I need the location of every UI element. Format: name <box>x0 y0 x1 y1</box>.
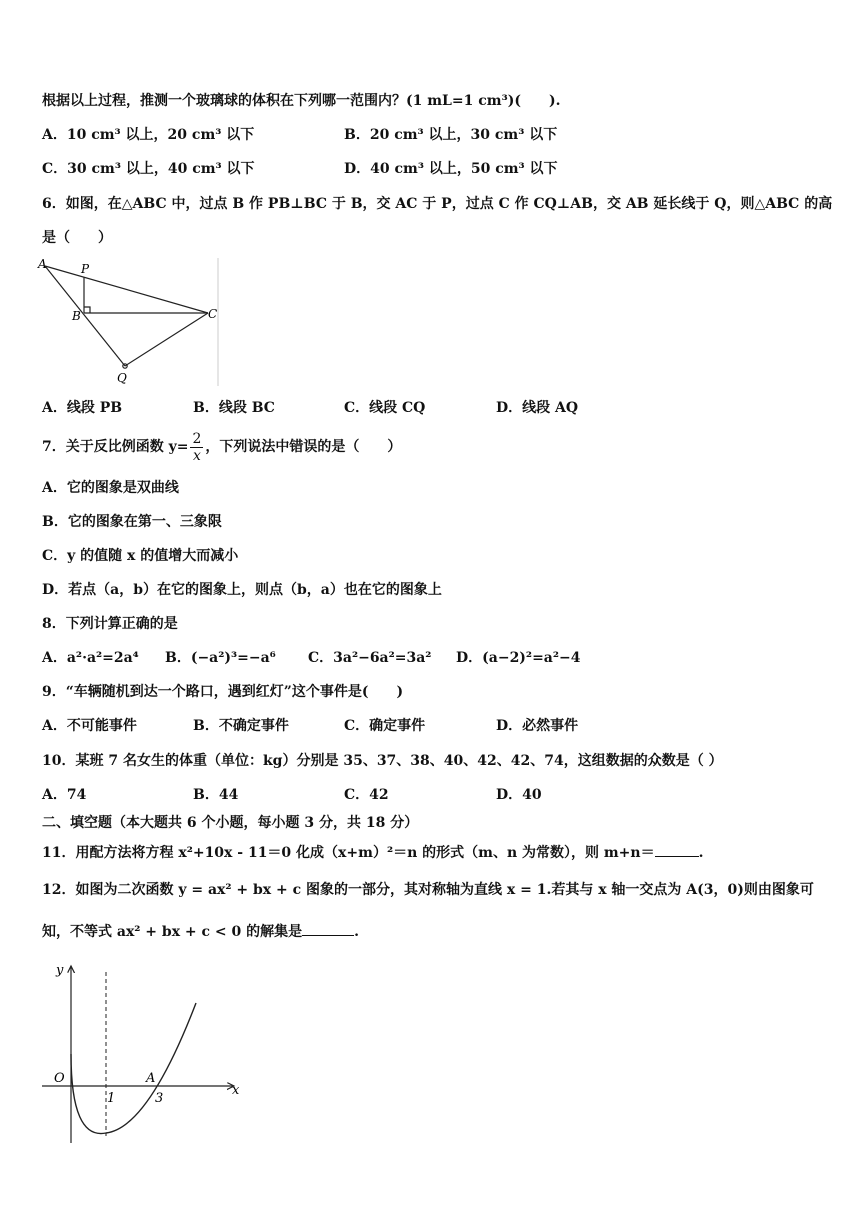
q10-option-d: D．40 <box>496 787 542 803</box>
q7-option-d: D．若点（a，b）在它的图象上，则点（b，a）也在它的图象上 <box>42 582 442 598</box>
label-c: C <box>208 307 218 321</box>
q7-option-a: A．它的图象是双曲线 <box>42 480 179 496</box>
q7-stem <box>42 428 401 466</box>
q6-stem-line2: 是（ ） <box>42 230 112 246</box>
segment-aq <box>45 266 125 366</box>
q12-stem-line1: 12．如图为二次函数 y = ax² + bx + c 图象的一部分，其对称轴为直线 x = 1.若其与 x 轴一交点为 A(3，0)则由图象可 <box>42 882 814 898</box>
q12-stem-end: . <box>354 924 360 940</box>
q6-triangle-figure <box>36 258 222 386</box>
parabola-curve <box>71 1003 196 1134</box>
tick-label-1: 1 <box>107 1091 116 1106</box>
q12-parabola-figure <box>38 958 248 1148</box>
q8-stem: 8．下列计算正确的是 <box>42 616 178 632</box>
q6-option-c: C．线段 CQ <box>344 400 426 416</box>
tick-label-3: 3 <box>155 1091 164 1106</box>
right-angle-mark-b <box>84 307 90 313</box>
q7-option-c: C．y 的值随 x 的值增大而减小 <box>42 548 239 564</box>
q10-option-a: A．74 <box>42 787 87 803</box>
q6-option-a: A．线段 PB <box>42 400 123 416</box>
q7-stem-before: 7．关于反比例函数 y= <box>42 439 189 455</box>
q9-option-a: A．不可能事件 <box>42 718 137 734</box>
q5-stem: 根据以上过程，推测一个玻璃球的体积在下列哪一范围内？(1 mL=1 cm³)( ). <box>42 93 561 109</box>
q6-stem-line1: 6．如图，在△ABC 中，过点 B 作 PB⊥BC 于 B，交 AC 于 P，过点 C 作 CQ⊥AB，交 AB 延长线于 Q，则△ABC 的高 <box>42 196 833 212</box>
q5-option-b: B．20 cm³ 以上，30 cm³ 以下 <box>344 127 558 143</box>
q9-option-d: D．必然事件 <box>496 718 579 734</box>
q8-option-d: D．(a−2)²=a²−4 <box>456 650 581 666</box>
q12-stem-line2 <box>42 921 359 942</box>
q11-stem <box>42 842 703 863</box>
q10-option-b: B．44 <box>193 787 239 803</box>
q7-stem-after: ，下列说法中错误的是（ ） <box>205 439 402 455</box>
q9-stem: 9．“车辆随机到达一个路口，遇到红灯”这个事件是( ) <box>42 684 404 700</box>
q7-fraction-numerator: 2 <box>192 430 202 447</box>
q11-answer-blank[interactable] <box>655 842 699 857</box>
q11-stem-text: 11．用配方法将方程 x²+10x - 11＝0 化成（x+m）²＝n 的形式（m、n 为常数），则 m+n＝ <box>42 845 655 861</box>
q7-fraction <box>190 431 203 464</box>
q10-option-c: C．42 <box>344 787 389 803</box>
q9-option-c: C．确定事件 <box>344 718 426 734</box>
label-a: A <box>38 258 47 271</box>
label-b: B <box>72 309 81 323</box>
q5-option-d: D．40 cm³ 以上，50 cm³ 以下 <box>344 161 558 177</box>
q6-option-d: D．线段 AQ <box>496 400 579 416</box>
segment-ac <box>45 266 208 313</box>
q7-option-b: B．它的图象在第一、三象限 <box>42 514 222 530</box>
q11-stem-end: . <box>698 845 704 861</box>
q8-option-b: B．(−a²)³=−a⁶ <box>165 650 276 666</box>
q10-stem: 10．某班 7 名女生的体重（单位：kg）分别是 35、37、38、40、42、42、74，这组数据的众数是（ ） <box>42 753 723 769</box>
q5-option-a: A．10 cm³ 以上，20 cm³ 以下 <box>42 127 255 143</box>
q12-answer-blank[interactable] <box>302 921 354 936</box>
label-p: P <box>81 262 90 276</box>
q6-option-b: B．线段 BC <box>193 400 275 416</box>
q12-stem-line2-text: 知，不等式 ax² + bx + c < 0 的解集是 <box>42 924 303 940</box>
q7-fraction-denominator: x <box>192 447 201 464</box>
label-a: A <box>146 1071 156 1086</box>
q5-option-c: C．30 cm³ 以上，40 cm³ 以下 <box>42 161 255 177</box>
label-y: y <box>56 963 64 978</box>
label-origin: O <box>54 1071 65 1086</box>
label-q: Q <box>117 371 127 385</box>
q9-option-b: B．不确定事件 <box>193 718 289 734</box>
label-x: x <box>232 1083 240 1098</box>
q8-option-a: A．a²·a²=2a⁴ <box>42 650 139 666</box>
q8-option-c: C．3a²−6a²=3a² <box>308 650 432 666</box>
section2-heading: 二、填空题（本大题共 6 个小题，每小题 3 分，共 18 分） <box>42 815 419 831</box>
segment-cq <box>125 313 208 366</box>
